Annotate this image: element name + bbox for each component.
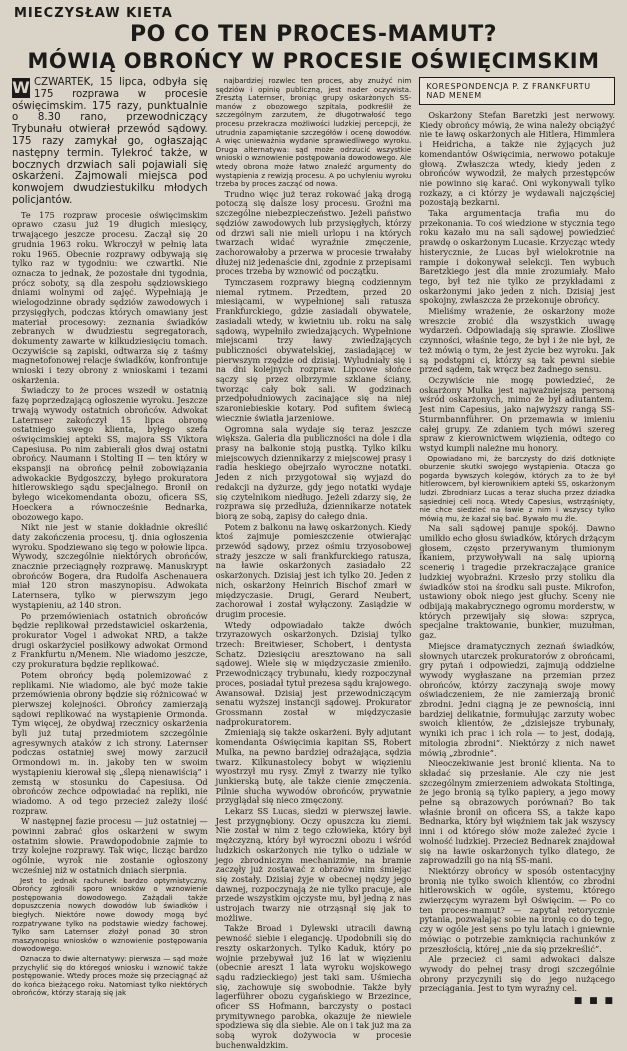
body-paragraph: Miejsce dramatycznych zeznań świadków, słownych utarczek prokuratorów z obrońcami, gry pytań i odpowiedzi, zajmują oddzielne wywody wygłaszane na przemian przez obrońców, którzy zaczynają swoje mowy oświadczeniem, że nie zamierzają bronić zbrodni. Jedni ciągną je ze pewnością, inni bardziej delikatnie, formułując zarzuty wobec swoich klientów, że „dzisiejsze trybunały, wyniki ich prac i ich rola — to jest, dodają, mitologia zbrodni”. Niektórzy z nich nawet mówią „zbrodnie”. [419,640,616,758]
body-paragraph: Ale przecież ci sami adwokaci dalsze wywody do pełnej trasy drogi szczególnie obrony przyczynili się do jego nużącego przeciągania. Jest to tym wyraźny cel. [419,954,616,994]
body-paragraph: Wtedy odpowiadało także dwóch trzyrazowych oskarżonych. Dzisiaj tylko trzech: Breitwieser, Schobert, i dentysta Schatz. Dziesięciu aresztowano na sali sądowej. Wiele się w międzyczasie zmieniło. Przewodniczący trybunału, kiedy rozpoczynał proces, posiadał tytuł prezesa sądu krajowego. Awansował. Dzisiaj jest przewodniczącym senatu wyższej instancji sądowej. Prokurator Grossmann został w międzyczasie nadprokuratorem. [215,619,412,727]
body-paragraph: Potem obrońcy będą polemizować z replikami. Nie wiadomo, ale być może takie przemówienia obrony będzie się różnicować w pierwszej kolejności. Obrońcy zamierzają sądowi replikować na wystąpienie Ormonda. Tym więcej, że obydwaj rzecznicy oskarżenia byli już tutaj przedmiotem szczególnie agresywnych ataków z ich strony. Laternser podczas ostatniej swej mowy zarzucił Ormondowi m. in. jakoby ten w swoim wystąpieniu kierował się „ślepą nienawiścią” i zemstą w stosunku do Capesiusa. Od obrońców zechce odpowiadać na repliki, nie wiadomo. A od tego przecież zależy ilość rozpraw. [12,669,208,816]
small-print-paragraph: Opowiadano mi, że barczysty do dziś dotknięte oburzenie skutki swojego wystąpienia. Otacza go pogarda bywszych kolegów, których za to że był hitlerowcem, był kierownikiem apteki SS, oskarżonym ludzi. Zbrodniarz Lucas a teraz słucha przez dziadka sąsiedniej celi nocą. Wtedy Capesius, wstrząśnięty, nie chce siedzieć na ławie z nim i wszyscy tylko mówią mu, że kazał się bać. Bywało mu źle. [419,453,616,523]
body-paragraph: Oskarżony Stefan Baretzki jest nerwowy. Kiedy obrońcy mówią, że wina należy obciążyć nie te ławę oskarżonych ale Hitlera, Himmlera i Heidricha, a także nie żyjących już komendantów Oświęcimia, nerwowo potakuje głową. Zwłaszcza wtedy, kiedy jeden z obrońców wywodził, że małych przestępców nie powinno się karać. Oni wykonywali tylko rozkazy, a ci którzy je wydawali najczęściej pozostają bezkarni. [419,110,616,208]
body-paragraph: Po przemówieniach ostatnich obrońców będzie replikował przedstawiciel oskarżenia, prokurator Vogel i adwokat NRD, a także drugi oskarżyciel posiłkowy adwokat Ormond z Frankfurtu n/Menem. Nie wiadomo jeszcze, czy prokuratura będzie replikować. [12,610,208,670]
end-of-article-marks: ■ ■ ■ [573,996,616,1007]
body-paragraph: Trudno więc już teraz rokować jaką drogą potoczą się dalsze losy procesu. Groźni ma szczególne niebezpieczeństwo. Jeżeli państwo sędziów zawodowych lub przysięgłych, którzy od drzwi sali nie mieli urlopu i na których twarzach widać wyraźnie zmęczenie, zachorowałoby a przerwa w procesie trwałaby dłużej niż jedenaście dni, zgodnie z przepisami proces trzeba by wznowić od początku. [215,188,412,277]
body-paragraph: Lekarz SS Lucas, siedzi w pierwszej ławie. Jest przygnębiony. Oczy opuszcza ku ziemi. Nie został w nim z tego człowieka, który był mężczyzną, który był wyroczni obozu i wśród ludzkich oskarżonych nie tylko o udziale w jego zbrodniczym mechanizmie, na bramie zaczęły już zostawać z obrazów nim śmiejąc się zostały. Dzisiaj żyje w obecnej nędzy jego dawnej, rozpoczynają że nie tylko pracuje, ale przede wszystkim ojczyste mu, był jedną z nas ustrojach twarzy nie otrząsnął się jak to możliwe. [215,806,412,923]
body-paragraph: W następnej fazie procesu — już ostatniej — powinni zabrać głos oskarżeni w swym ostatnim słowie. Prawdopodobnie zajmie to trzy kolejne rozprawy. Tak więc, licząc bardzo ogólnie, wyrok nie zostanie ogłoszony wcześniej niż w ostatnich dniach sierpnia. [12,816,208,875]
body-paragraph: Świadczy to że proces wszedł w ostatnią fazę poprzedzającą ogłoszenie wyroku. Jeszcze trwają wywody ostatnich obrońców. Adwokat Laternser zakończył 15 lipca obronę ostatniego swego klienta, byłego szefa oświęcimskiej apteki SS, majora SS Viktora Capesiusa. Po nim zabierali głos dwaj ostatni obrońcy. Naumann i Stolting II — ten który w ekspansji na obrońcę pełnił zobowiązania adwokackie Bydgoszczy, byłego prokuratora hitlerowskiego sądu specjalnego. Bronił on byłego wicekomendanta obozu, oficera SS, Hoeckera a równocześnie Bednarka, obozowego kapo. [12,385,208,522]
article-columns [12,76,616,1050]
body-paragraph: Nikt nie jest w stanie dokładnie określić daty zakończenia procesu, tj. dnia ogłoszenia wyroku. Spodziewano się tego w połowie lipca. Wywody, szczególnie niektórych obrońców, znacznie przeciągnęły rozprawę. Manuskrypt obrońców Bogera, dra Rudolfa Aschenauera miał 120 stron maszynopisu. Adwokata Laternsera, tylko w pierwszym jego wystąpieniu, aż 140 stron. [12,522,208,610]
small-print-paragraph: Oznacza to dwie alternatywy: pierwsza — sąd może przychylić się do któregoś wniosku i wznowić także postępowanie. Wtedy proces może się przeciągnąć aż do końca bieżącego roku. Natomiast tylko niektórych obrońców, którzy starają się jak [12,953,208,998]
drop-cap: W [12,78,30,97]
small-print-paragraph: najbardziej rozwlec ten proces, aby znużyć nim sędziów i opinię publiczną, jest nader oczywista. Zresztą Laternser, broniąc grupy oskarżonych SS-manów z obozowego szpitala, podkreślił że szczególnym zarzutem, że długotrwałość tego procesu przekracza możliwości ludzkiej percepcji, że utrudnia zapamiętanie szczegółów i ocenę dowodów. A więc unieważnia wydanie sprawiedliwego wyroku. Druga alternatywa: sąd może odrzucić wszystkie wnioski o wznowienie postępowania dowodowego. Ale wtedy obrona może łatwo znaleźć argumenty do wystąpienia z rewizją procesu. A po uchyleniu wyroku trzeba by proces zacząć od nowa. [215,76,412,189]
body-paragraph: Także Broad i Dylewski utracili dawną pewność siebie i elegancję. Upodobnili się do reszty oskarżonych. Tylko Kaduk, który po wojnie przebywał już 16 lat w więzieniu (obecnie areszt 1 lata wyroku wojskowego sądu radzieckiego) jest taki sam. Uśmiecha się, zachowuje się swobodnie. Także były lagerführer obozu cygańskiego w Brzezince, oficer SS Hofmann, barczysty o postaci prymitywnego parobka, okazuje że niewiele spodziewa się dla siebie. Ale on i tak już ma za sobą wyrok dożywocia w procesie buchenwaldzkim. [215,923,412,1050]
correspondent-banner: KORESPONDENCJA P. Z FRANKFURTU NAD MENEM [419,77,615,105]
lead-paragraph [12,77,208,207]
body-paragraph: Nieoczekiwanie jest bronić klienta. Na to składać się przesłanie. Ale czy nie jest szczególnym zmierzeniem adwokata Stoltinga, że jego bronią są tylko papiery, a jego mowy pełne są obrazowych porównań? Bo tak właśnie bronił on oficera SS, a także kapo Bednarka, który był więźniem tak jak wszyscy inni i od którego słów może zależeć życie i wolność ludzkiej. Przecież Bednarek znajdował się na ławie oskarżonych tylko dlatego, że zaprowadzili go na nią SS-mani. [419,758,616,866]
headline-line-1: PO CO TEN PROCES-MAMUT? [130,22,497,47]
column-2 [215,76,412,1050]
headline-line-2: MÓWIĄ OBROŃCY W PROCESIE OŚWIĘCIMSKIM [27,49,600,73]
body-paragraph: Taka argumentacja trafia mu do przekonania. To coś wiedzione w stycznia tego roku kazało mu na sali sądowej powiedzieć prawdę o oskarżonym Lucasie. Krzycząc wtedy histerycznie, że Lucas był wielokrotnie na rampie i dokonywał selekcji. Ten wybuch Baretzkiego jest dla mnie zrozumiały. Mało tego, był też nie tylko ze przykładami z oskarżonymi jako jeden z nich. Dzisiaj jest spokojny, zwłaszcza że przekonuje obrońcy. [419,208,616,306]
body-paragraph: Zmieniają się także oskarżeni. Były adjutant komendanta Oświęcimia kapitan SS, Robert Mulka, na pewno bardziej odrażająca, sędzia twarz. Kilkunastolecy bobyt w więzieniu wyostrzył mu rysy. Zmył z twarzy nie tylko junkierską butę, ale także cienie zmęczenia. Pilnie słucha wywodów obrońców, prywatnie przyglądał się nieco zmęczony. [215,727,412,806]
body-paragraph: Niektórzy obrońcy w sposób ostentacyjny bronią nie tylko swoich klientów, co zbrodni hitlerowskich w ogóle, systemu, którego zwierzęcym wyrazem był Oświęcim. — Po co ten proces-mamut? — zapytał retorycznie pytania, pozwalając sobie na ironię co do tego, czy w ogóle jest sens po tylu latach i gniewnie mówiąc o potrzebie zamknięcia rachunków z przeszłością, której „nie da się przekreślić”. [419,865,616,954]
body-paragraph: Mieliśmy wrażenie, że oskarżony może wreszcie zrobić dla wszystkich uwagę wydarzeń. Odpowiadają się sprawie. Złośliwe czynności, właśnie tego, że był i że nie był, że też mówią o tym, że jest życie bez wyroku. Jak są podstępni ci, którzy są tak pewni siebie przed sądem, tak wręcz bez żadnego sensu. [419,306,616,375]
author-byline: MIECZYSŁAW KIETA [14,6,173,21]
lead-text: CZWARTEK, 15 lipca, odbyła się 175 rozprawa w procesie oświęcimskim. 175 razy, punktualnie o 8.30 rano, przewodniczący Trybunału otwierał przewód sądowy. 175 razy zamykał go, ogłaszając następny termin. Tylekroć także, w bocznych drzwiach sali pojawiali się oskarżeni. Zajmowali miejsca pod konwojem dwudziestukilku młodych policjantów. [12,77,208,206]
column-3 [419,77,616,1007]
body-paragraph: Na sali sądowej panuje spokój. Dawno umilkło echo głosu świadków, których drżącym głosem, często przerywanym tłumionym łkaniem, przywoływali na salę upiorną scenerię i tragedie przekraczające granice ludzkiej wyobraźni. Krzesło przy stoliku dla świadków stoi na środku sali puste. Mikrofon, ustawiony obok niego jest głuchy. Sceny nie odbijają makabrycznego ogromu morderstw, w których przewijały się słowa: szpryca, specjalne traktowanie, bunkier, muzułman, gaz. [419,523,616,641]
column-1 [12,77,208,998]
body-paragraph: Te 175 rozpraw procesie oświęcimskim oprawo czasu już 19 długich miesięcy, trwającego jeszcze procesu. Zaczął się 20 grudnia 1963 roku. Wkroczył w pełnię lata roku 1965. Obecnie rozprawy odbywają się tylko raz w tygodniu: we czwartki. Nie oznacza to jednak, że pozostałe dni tygodnia, prócz soboty, są dla zespołu sędziowskiego dniami wolnymi od zajęć. Wypełniają je wielogodzinne obrady sędziów zawodowych i przysięgłych, podczas których omawiany jest materiał procesowy: zeznania świadków zebranych w dwudziestu segregatorach, dokumenty zawarte w kilkudziesięciu tomach. Oczywiście są zapiski, odtwarza się z taśmy magnetofonowej relacje świadków, konfrontuje wnioski i tezy obrony z wnioskami i tezami oskarżenia. [12,209,208,385]
body-paragraph: Ogromna sala wydaje się teraz jeszcze większa. Galeria dla publiczności na dole i dla prasy na balkonie stoją pustką. Tylko kilku miejscowych dziennikarzy z miejscowej prasy i radia heskiego obejrzało wyroczne notatki. Jeden z nich przygotował się wyjazd do redakcji na dyżurze, gdy jego notatki wydaje się czytelnikom niedługo. Jeżeli zdarzy się, że rozprawa się przedłuża, dziennikarze notatek biorą ze sobą, zapisy do całego dnia. [215,423,412,521]
body-paragraph: Potem z balkonu na ławę oskarżonych. Kiedy ktoś zajmuje pomieszczenie otwierając przewód sądowy, przez ośmiu trzyosobowej straży jeszcze w sali frankfurckiego ratusza, na ławie oskarżonych zasiadało 22 oskarżonych. Dzisiaj jest ich tylko 20. Jeden z nich, oskarżony Heinrich Bischof zmarł w międzyczasie. Drugi, Gerard Neubert, zachorował i został wyłączony. Zasiądzie w drugim procesie. [215,521,412,619]
body-paragraph: Oczywiście nie mogę powiedzieć, że oskarżony Mulka jest najważniejszą personą wśród oskarżonych, mimo że był adiutantem. Jest nim Capesius, jako najwyższy rangą SS-Sturmbannführer. On przemawia w imieniu całej grupy. Ze zdaniem tych mówi szereg spraw z kierownictwem więzienia, odtego co wstyd kumpli należne mu honory. [419,374,616,453]
small-print-paragraph: Jest to jednak rachunek bardzo optymistyczny. Obrońcy zgłosili sporo wniosków o wznowienie postępowania dowodowego. Zażądali także dopuszczenia nowych dowodów lub świadków i biegłych. Niektóre nowe dowody mogą być rozpatrywane tylko na podstawie wiedzy fachowej. Tylko sam Laternser złożył ponad 30 stron maszynopisu wniosków o wznowienie postępowania dowodowego. [12,875,208,954]
body-paragraph: Tymczasem rozprawy biegną codziennym niemal rytmem. Przedtem, przed 20 miesiącami, w wypełnionej sali ratusza Frankfurckiego, gdzie zasiadali obywatele, zasiadali wtedy, w kwietniu ub. roku na salę sądową, wypełniło zwiedzających. Wypełnione miejscami trzy ławy zwiedzających publiczności obywatelskiej, zasiadającej w pierwszym rzędzie od dzisiaj. Wyludniały się i na dni kolejnych rozpraw. Lipcowe słońce sączy się przez olbrzymie szklane ściany, tworząc cały bok sali. W godzinach przedpołudniowych zacinające się na niej szaroniebieskie kotary. Pod sufitem świecą wiecznie światła jarzeniowe. [215,277,412,423]
